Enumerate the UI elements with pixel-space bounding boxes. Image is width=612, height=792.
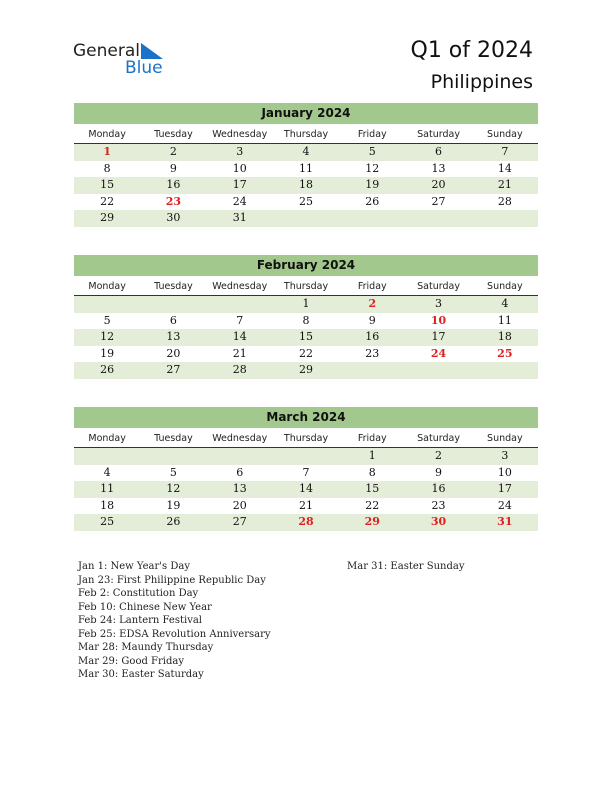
holiday-entry: Mar 31: Easter Sunday [347,561,465,572]
month-january [74,103,538,227]
day-cell: 22 [100,194,115,208]
week-row [74,210,538,227]
holiday-day-cell: 25 [497,346,513,360]
empty-day-cell [207,296,273,313]
day-cell: 12 [166,482,181,495]
holiday-entry: Feb 24: Lantern Festival [78,615,203,626]
day-cell: 12 [100,330,115,343]
month-march [74,407,538,531]
holiday-day-cell: 28 [298,515,314,528]
day-cell: 6 [169,313,177,327]
weekday-label: Saturday [417,433,460,444]
weekday-label: Monday [88,433,126,444]
week-row [74,498,538,515]
day-cell: 13 [166,330,181,343]
empty-day-cell [74,448,140,465]
day-cell: 15 [100,178,115,191]
brand-logo [73,41,183,81]
day-cell: 21 [298,498,313,512]
day-cell: 20 [166,346,181,360]
day-cell: 7 [236,313,244,327]
week-row [74,144,538,161]
empty-day-cell [405,210,471,227]
day-cell: 19 [166,498,181,512]
weekday-header-row [74,430,538,448]
day-cell: 24 [232,194,247,208]
day-cell: 27 [166,363,181,376]
empty-day-cell [339,362,405,379]
week-row [74,161,538,178]
day-cell: 15 [298,330,313,343]
holiday-entry: Mar 28: Maundy Thursday [78,642,214,653]
day-cell: 8 [302,313,310,327]
weekday-label: Thursday [283,281,329,292]
holiday-day-cell: 23 [165,194,182,208]
day-cell: 13 [232,482,247,495]
day-cell: 29 [298,363,313,376]
day-cell: 27 [232,515,247,528]
day-cell: 26 [365,194,380,208]
holiday-entry: Jan 23: First Philippine Republic Day [78,574,266,586]
day-cell: 22 [365,498,380,512]
empty-day-cell [140,448,206,465]
week-row [74,313,538,330]
holiday-list [78,560,271,682]
day-cell: 4 [302,145,310,158]
day-cell: 21 [497,178,512,191]
day-cell: 17 [232,178,247,191]
day-cell: 2 [435,449,443,462]
weekday-label: Wednesday [212,129,268,140]
day-cell: 17 [431,330,446,343]
empty-day-cell [405,362,471,379]
weekday-label: Thursday [283,129,329,140]
day-cell: 25 [298,194,313,208]
holiday-entry: Feb 25: EDSA Revolution Anniversary [78,628,271,640]
weekday-label: Sunday [487,281,523,292]
holiday-day-cell: 30 [430,515,447,528]
weekday-label: Sunday [487,433,523,444]
day-cell: 21 [232,346,247,360]
weekday-label: Saturday [417,281,460,292]
day-cell: 26 [100,363,115,376]
page-title: Q1 of 2024 [410,38,533,63]
weekday-label: Wednesday [212,433,268,444]
day-cell: 9 [435,465,443,479]
empty-day-cell [273,448,339,465]
day-cell: 7 [302,465,310,479]
day-cell: 5 [103,313,111,327]
empty-day-cell [339,210,405,227]
holiday-day-cell: 24 [430,346,447,360]
day-cell: 13 [431,161,446,175]
day-cell: 11 [298,161,313,175]
weekday-label: Monday [88,281,126,292]
empty-day-cell [140,296,206,313]
week-row [74,465,538,482]
empty-day-cell [472,362,538,379]
day-cell: 23 [431,498,446,512]
holiday-list-secondary [347,560,464,574]
day-cell: 11 [100,482,115,495]
day-cell: 9 [169,161,177,175]
day-cell: 16 [431,482,446,495]
day-cell: 18 [298,178,313,191]
weekday-label: Tuesday [154,129,193,140]
weekday-label: Friday [357,281,387,292]
holiday-day-cell: 10 [430,313,447,327]
holiday-day-cell: 2 [368,297,377,310]
day-cell: 30 [166,211,181,224]
day-cell: 3 [236,145,244,158]
day-cell: 17 [497,482,512,495]
week-row [74,448,538,465]
day-cell: 29 [100,211,115,224]
weekday-label: Tuesday [154,281,193,292]
day-cell: 7 [501,145,509,158]
weekday-label: Monday [88,129,126,140]
day-cell: 5 [368,145,376,158]
day-cell: 18 [497,330,512,343]
holiday-day-cell: 31 [497,515,513,528]
month-february [74,255,538,379]
day-cell: 8 [103,161,111,175]
day-cell: 14 [298,482,313,495]
day-cell: 1 [368,449,376,462]
holiday-entry: Feb 2: Constitution Day [78,588,199,599]
day-cell: 14 [232,330,247,343]
empty-day-cell [207,448,273,465]
empty-day-cell [74,296,140,313]
weekday-label: Thursday [283,433,329,444]
weekday-header-row [74,126,538,144]
day-cell: 25 [100,515,115,528]
day-cell: 22 [298,346,313,360]
week-row [74,346,538,363]
empty-day-cell [472,210,538,227]
day-cell: 28 [497,194,512,208]
day-cell: 27 [431,194,446,208]
week-row [74,194,538,211]
weekday-label: Saturday [417,129,460,140]
day-cell: 9 [368,313,376,327]
day-cell: 6 [435,145,443,158]
day-cell: 19 [365,178,380,191]
holiday-entry: Mar 29: Good Friday [78,655,184,667]
month-title: February 2024 [74,255,538,276]
day-cell: 18 [100,498,115,512]
day-cell: 31 [232,211,247,224]
weekday-label: Sunday [487,129,523,140]
logo-blue-text: Blue [125,58,163,78]
day-cell: 10 [497,465,512,479]
day-cell: 16 [166,178,181,191]
holiday-day-cell: 1 [103,145,111,158]
week-row [74,481,538,498]
weekday-label: Tuesday [154,433,193,444]
month-title: March 2024 [74,407,538,428]
day-cell: 2 [169,145,177,158]
day-cell: 4 [501,297,509,310]
holiday-entry: Mar 30: Easter Saturday [78,669,204,680]
day-cell: 4 [103,465,111,479]
day-cell: 5 [169,465,177,479]
day-cell: 26 [166,515,181,528]
day-cell: 8 [368,465,376,479]
day-cell: 11 [497,313,512,327]
weekday-label: Wednesday [212,281,268,292]
weekday-label: Friday [357,433,387,444]
day-cell: 28 [232,363,247,376]
day-cell: 19 [100,346,115,360]
day-cell: 10 [232,161,247,175]
holiday-entry: Jan 1: New Year's Day [78,561,190,572]
week-row [74,177,538,194]
week-row [74,296,538,313]
day-cell: 14 [497,161,512,175]
empty-day-cell [273,210,339,227]
day-cell: 24 [497,498,512,512]
logo-general-text: General [73,41,140,61]
holiday-day-cell: 29 [364,515,380,528]
day-cell: 3 [435,297,443,310]
week-row [74,329,538,346]
day-cell: 16 [365,330,380,343]
day-cell: 12 [365,161,380,175]
holiday-entry: Feb 10: Chinese New Year [78,601,212,613]
weekday-header-row [74,278,538,296]
country-name: Philippines [430,71,533,93]
week-row [74,514,538,531]
day-cell: 23 [365,346,380,360]
month-title: January 2024 [74,103,538,124]
week-row [74,362,538,379]
day-cell: 20 [431,178,446,191]
day-cell: 6 [236,465,244,479]
day-cell: 20 [232,498,247,512]
day-cell: 15 [365,482,380,495]
day-cell: 3 [501,449,509,462]
weekday-label: Friday [357,129,387,140]
day-cell: 1 [302,297,310,310]
logo-triangle-icon [141,43,165,59]
